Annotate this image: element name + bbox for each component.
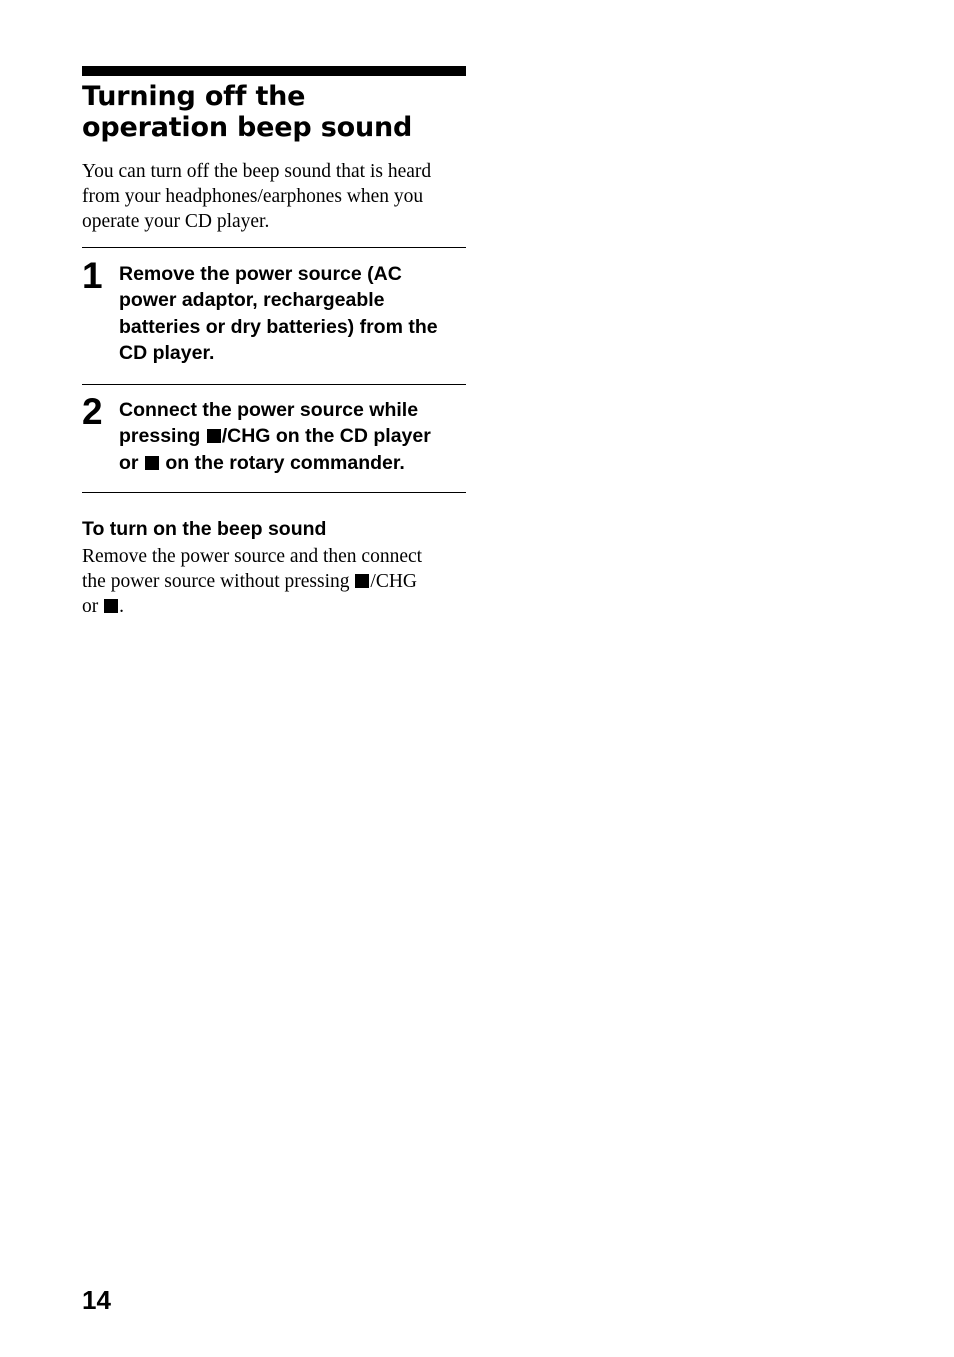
step-line: batteries or dry batteries) from the: [119, 315, 438, 338]
note-paragraph: [82, 544, 466, 619]
note-text-fragment: /CHG: [370, 571, 417, 593]
step-line: CD player.: [119, 341, 215, 364]
step-text-fragment: on the rotary commander.: [159, 451, 405, 474]
step-text-fragment: /CHG on the CD player: [221, 425, 431, 448]
step-text-fragment: pressing: [119, 425, 206, 448]
stop-square-icon: [355, 574, 369, 588]
intro-line: from your headphones/earphones when you: [82, 186, 424, 207]
step-line: [119, 450, 466, 476]
note-line: [82, 594, 466, 619]
page-number: 14: [82, 1285, 111, 1315]
note-text-fragment: the power source without pressing: [82, 571, 355, 593]
stop-square-icon: [145, 456, 159, 470]
step-number: 2: [82, 391, 103, 433]
manual-section: [82, 66, 466, 619]
step-2: [82, 385, 466, 492]
section-title-line: operation beep sound: [82, 112, 413, 143]
note-text-fragment: or: [82, 596, 104, 618]
section-title: [82, 81, 466, 143]
step-text: [119, 397, 466, 476]
note-text-fragment: .: [119, 596, 124, 618]
step-text-fragment: or: [119, 451, 144, 474]
step-line: [119, 423, 466, 449]
step-text: [119, 261, 466, 366]
step-line: power adaptor, rechargeable: [119, 289, 385, 312]
intro-line: You can turn off the beep sound that is heard: [82, 161, 432, 182]
step-line: Connect the power source while: [119, 399, 419, 422]
note-line: [82, 569, 466, 594]
intro-paragraph: [82, 159, 466, 234]
step-line: Remove the power source (AC: [119, 263, 402, 285]
section-title-line: Turning off the: [82, 81, 306, 112]
stop-square-icon: [104, 599, 118, 613]
step-1: [82, 248, 466, 384]
intro-line: operate your CD player.: [82, 211, 270, 232]
step-number: 1: [82, 255, 103, 296]
stop-square-icon: [207, 429, 221, 443]
note-heading: To turn on the beep sound: [82, 518, 327, 541]
section-top-rule: [82, 66, 466, 76]
note-line: Remove the power source and then connect: [82, 546, 423, 568]
divider: [82, 492, 466, 493]
